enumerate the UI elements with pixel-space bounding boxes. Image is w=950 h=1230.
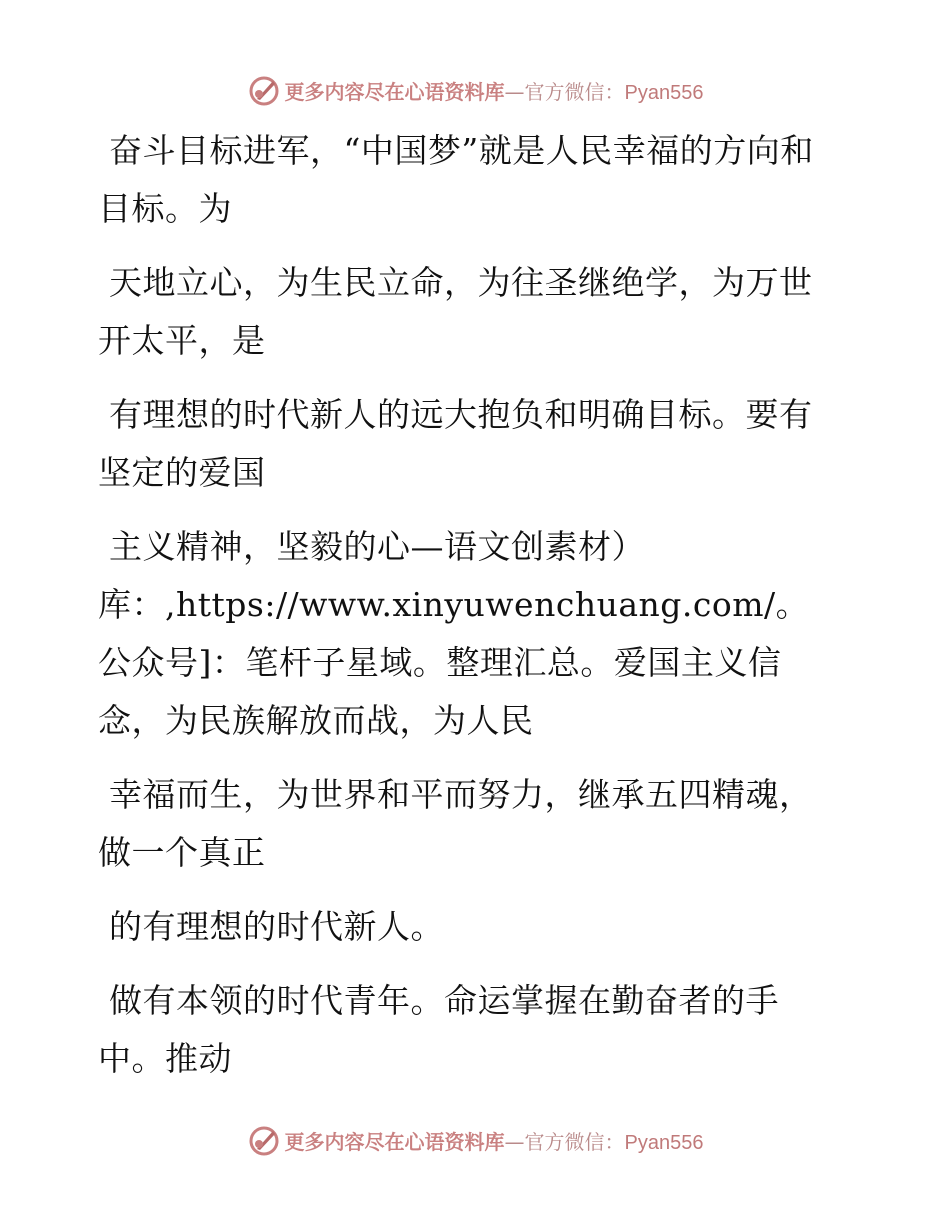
paragraph-4: 主义精神，坚毅的心—语文创素材） 库：,https://www.xinyuwenchuang.com/。公众号]：笔杆子星域。整理汇总。爱国主义信念，为民族解放而战，为人民: [98, 527, 810, 740]
banner-wechat-id: Pyan556: [624, 1131, 704, 1154]
paragraph-5: 幸福而生，为世界和平而努力，继承五四精魂，做一个真正: [98, 775, 813, 872]
banner-suffix: 官方微信：: [524, 79, 625, 104]
banner-text: [285, 1126, 704, 1155]
quill-ink-logo-icon: [247, 1123, 281, 1157]
banner-text: [285, 76, 704, 105]
banner-content: [247, 1123, 704, 1157]
paragraph-2: 天地立心，为生民立命，为往圣继绝学，为万世开太平，是: [98, 263, 813, 360]
banner-prefix: 更多内容尽在心语资料库: [284, 1129, 505, 1154]
banner-prefix: 更多内容尽在心语资料库: [284, 79, 505, 104]
banner-dash: —: [504, 79, 525, 104]
paragraph-3: 有理想的时代新人的远大抱负和明确目标。要有坚定的爱国: [98, 395, 813, 492]
footer-banner: [0, 1120, 950, 1160]
paragraph-1: 奋斗目标进军，“中国梦”就是人民幸福的方向和目标。为: [98, 131, 814, 228]
document-body: [98, 122, 838, 1088]
banner-content: [247, 73, 704, 107]
quill-ink-logo-icon: [247, 73, 281, 107]
paragraph-6: 的有理想的时代新人。: [98, 907, 444, 946]
banner-wechat-id: Pyan556: [624, 81, 704, 104]
header-banner: [0, 70, 950, 110]
banner-dash: —: [504, 1129, 525, 1154]
banner-suffix: 官方微信：: [524, 1129, 625, 1154]
paragraph-7: 做有本领的时代青年。命运掌握在勤奋者的手中。推动: [98, 981, 779, 1078]
